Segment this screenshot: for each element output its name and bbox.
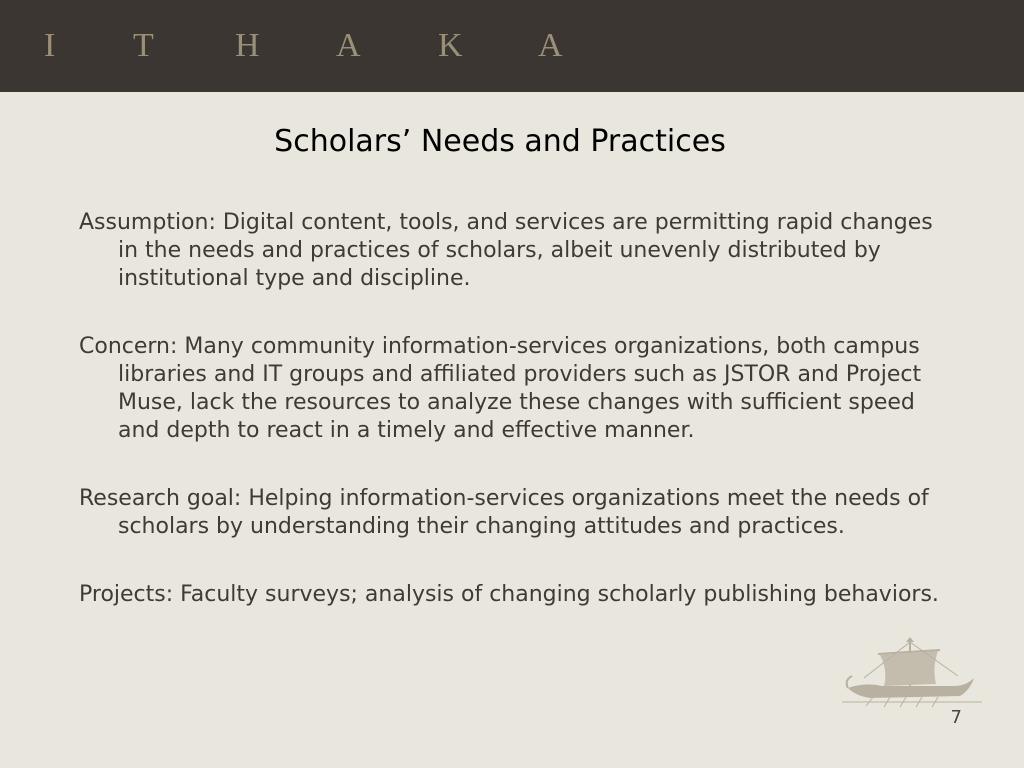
- logo-letter-a: A: [336, 27, 361, 64]
- ship-logo-icon: [842, 636, 984, 708]
- page-number: 7: [950, 707, 962, 728]
- ithaka-logo: [0, 26, 620, 66]
- logo-letter-a-2: A: [538, 27, 563, 64]
- research-goal-paragraph: Research goal: Helping information-services organizations meet the needs of scholars by understanding their changing attitudes and practices.: [79, 486, 929, 539]
- logo-letter-h: H: [235, 27, 260, 64]
- logo-letter-t: T: [133, 27, 154, 64]
- logo-letter-k: K: [438, 27, 463, 64]
- header-bar: [0, 0, 1024, 92]
- assumption-paragraph: Assumption: Digital content, tools, and services are permitting rapid changes in the needs and practices of scholars, albeit unevenly distributed by institutional type and discipline.: [79, 210, 933, 291]
- slide-body: [79, 209, 959, 649]
- projects-paragraph: Projects: Faculty surveys; analysis of changing scholarly publishing behaviors.: [79, 582, 939, 607]
- concern-paragraph: Concern: Many community information-services organizations, both campus libraries and IT groups and affiliated providers such as JSTOR and Project Muse, lack the resources to analyze these changes with sufficient speed and depth to react in a timely and effective manner.: [79, 334, 922, 443]
- logo-letter-i: I: [44, 27, 56, 64]
- slide-title: Scholars’ Needs and Practices: [274, 124, 726, 159]
